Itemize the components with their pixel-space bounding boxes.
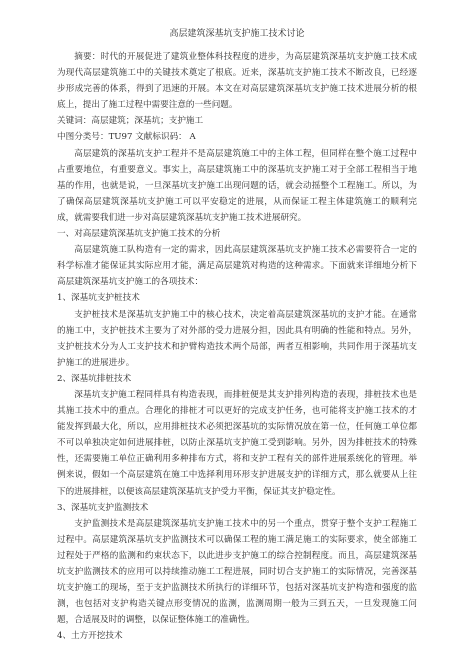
section-heading-1: 一、对高层建筑深基坑支护施工技术的分析 — [57, 229, 221, 240]
intro-paragraph: 高层建筑的深基坑支护工程并不是高层建筑施工中的主体工程，但同样在整个施工过程中占重要地位，有重要意义。事实上，高层建筑施工中的深基坑支护施工对于全部工程相当于地基的作用，也就是说，一旦深基坑支护施工出现问题的话，就会动摇整个工程施工。所以，为了确保高层建筑深基坑支护施工可以平安稳定的进展，从而保证工程主体建筑施工的顺利完成，就需要我们进一步对高层建筑深基坑支护施工技术进展研究。 — [57, 148, 417, 223]
subsection-2-paragraph: 深基坑支护施工程同样具有构造表现，而排桩便是其支护排列构造的表现，排桩技术也是其施工技术中的重点。合理化的排桩才可以更好的完成支护任务，也可能将支护施工技术的才能发挥到最大化，所以，应用排桩技术必须把深基坑的实际情况放在第一位，任何施工单位都不可以单独决定如何进展排桩，以防止深基坑支护施工受到影响。另外，因为排桩技术的特殊性，还需要施工单位正确利用多种排布方式，将和支护工程有关的部件进展系统化的管理。举例来说，假如一个高层建筑在施工中选择利用环形支护进展支护的详细方式，那么就要从上往下的进展排桩，以便该高层建筑深基坑支护受力平衡，保证其支护稳定性。 — [57, 389, 417, 497]
subsection-heading-2: 2、深基坑排桩技术 — [57, 373, 132, 384]
subsection-heading-4: 4、土方开挖技术 — [57, 631, 123, 642]
subsection-heading-3: 3、深基坑支护监测技术 — [57, 502, 149, 513]
subsection-heading-1: 1、深基坑支护桩技术 — [57, 293, 140, 304]
subsection-1-paragraph: 支护桩技术是深基坑支护施工中的核心技术，决定着高层建筑深基坑的支护才能。在通常的施工中，支护桩技术主要为了对外部的受力进展分担，因此具有明确的性能和特点。另外，支护桩技术分为人工支护技术和护臂构造技术两个局部，两者互相影响，共同作用于深基坑支护施工的进展进步。 — [57, 309, 417, 368]
section-1-paragraph: 高层建筑施工队构造有一定的需求，因此高层建筑深基坑支护施工技术必需要符合一定的科学标准才能保证其实际应用才能，满足高层建筑对构造的这种需求。下面就来详细地分析下高层建筑深基坑支护施工的各项技术： — [57, 245, 417, 288]
subsection-3-paragraph: 支护监测技术是高层建筑深基坑支护施工技术中的另一个重点，贯穿于整个支护工程施工过程中。高层建筑深基坑支护监测技术可以确保工程的施工满足施工的实际要求，使全部施工过程处于严格的监测和约束状态下，以此进步支护施工的综合控制程度。而且，高层建筑深基坑支护监测技术的应用可以持续推动施工工程进展，同时切合支护施工的实际情况，完善深基坑支护施工的现场，至于支护监测技术所执行的详细环节，包括对深基坑支护构造和强度的监测，也包括对支护构造关键点形变情况的监测，监测周期一般为三到五天，一旦发现施工问题，合适展及时的调整，以保证整体施工的准确性。 — [57, 518, 417, 626]
keywords-line: 关键词：高层建筑；深基坑；支护施工 — [57, 116, 204, 127]
abstract-paragraph: 摘要：时代的开展促进了建筑业整体科技程度的进步，为高层建筑深基坑支护施工技术成为现代高层建筑施工中的关键技术奠定了根底。近来，深基坑支护施工技术不断改良，已经逐步形成完善的体系，得到了迅速的开展。本文在对高层建筑深基坑支护施工技术进展分析的根底上，提出了施工过程中需要注意的一些问题。 — [57, 52, 417, 111]
document-title: 高层建筑深基坑支护施工技术讨论 — [169, 29, 305, 39]
classification-line: 中图分类号：TU97 文献标识码： A — [57, 132, 196, 143]
